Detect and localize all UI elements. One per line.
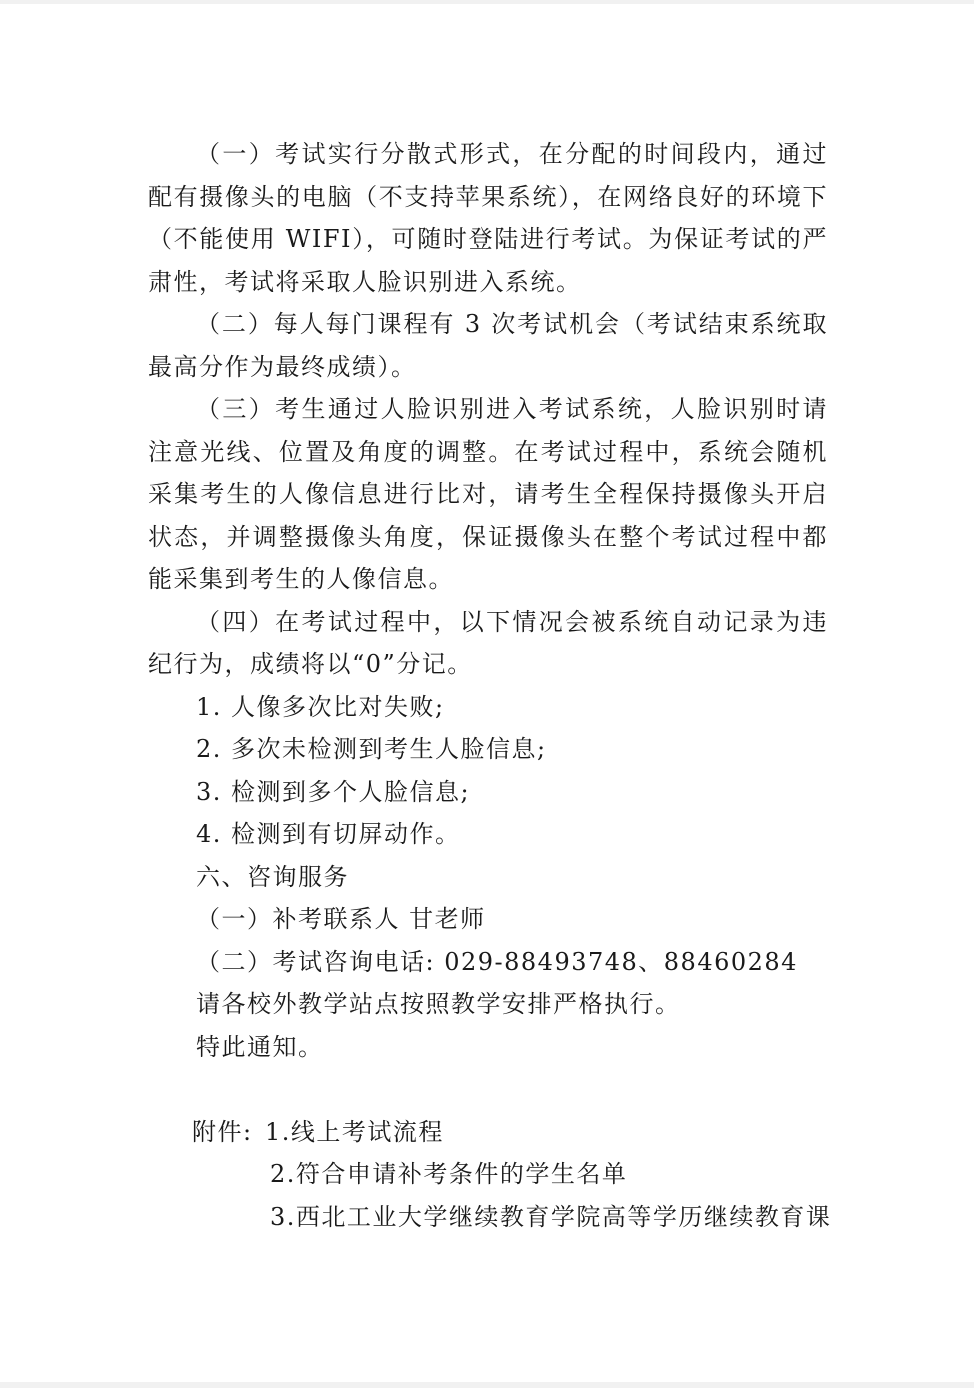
violation-item-1: 1. 人像多次比对失败;: [196, 692, 445, 721]
document-body: [148, 133, 832, 1238]
attachment-row-2: [148, 1153, 828, 1196]
attachment-item-2: 2.符合申请补考条件的学生名单: [270, 1160, 628, 1188]
closing-notice: 特此通知。: [196, 1032, 324, 1061]
contact-phone: （二）考试咨询电话: 029-88493748、88460284: [196, 947, 798, 976]
paragraph-violations-intro: （四）在考试过程中，以下情况会被系统自动记录为违纪行为，成绩将以“0”分记。: [148, 607, 828, 678]
contact-person: （一）补考联系人 甘老师: [196, 905, 486, 933]
attachment-item-1: 1.线上考试流程: [265, 1117, 444, 1146]
closing-instruction: 请各校外教学站点按照教学安排严格执行。: [196, 990, 681, 1018]
violation-item-4: 4. 检测到有切屏动作。: [196, 820, 461, 848]
attachment-label: 附件:: [192, 1117, 253, 1146]
document-page: [0, 4, 974, 1382]
attachment-item-3: 3.西北工业大学继续教育学院高等学历继续教育课: [270, 1202, 832, 1231]
attachment-row-3: [148, 1196, 832, 1239]
attachment-row-1: [148, 1111, 828, 1154]
paragraph-exam-attempts: （二）每人每门课程有 3 次考试机会（考试结束系统取最高分作为最终成绩）。: [148, 310, 828, 381]
paragraph-face-recognition: （三）考生通过人脸识别进入考试系统，人脸识别时请注意光线、位置及角度的调整。在考试过程中，系统会随机采集考生的人像信息进行比对，请考生全程保持摄像头开启状态，并调整摄像头角度，保证摄像头在整个考试过程中都能采集到考生的人像信息。: [148, 395, 828, 593]
violation-item-2: 2. 多次未检测到考生人脸信息;: [196, 735, 547, 763]
paragraph-exam-format: （一）考试实行分散式形式，在分配的时间段内，通过配有摄像头的电脑（不支持苹果系统），在网络良好的环境下（不能使用 WIFI），可随时登陆进行考试。为保证考试的严肃性，考试将采取人脸识别进入系统。: [148, 140, 828, 296]
blank-line: [148, 1068, 828, 1111]
violation-item-3: 3. 检测到多个人脸信息;: [196, 777, 471, 806]
section-heading-consulting: 六、咨询服务: [196, 862, 349, 891]
